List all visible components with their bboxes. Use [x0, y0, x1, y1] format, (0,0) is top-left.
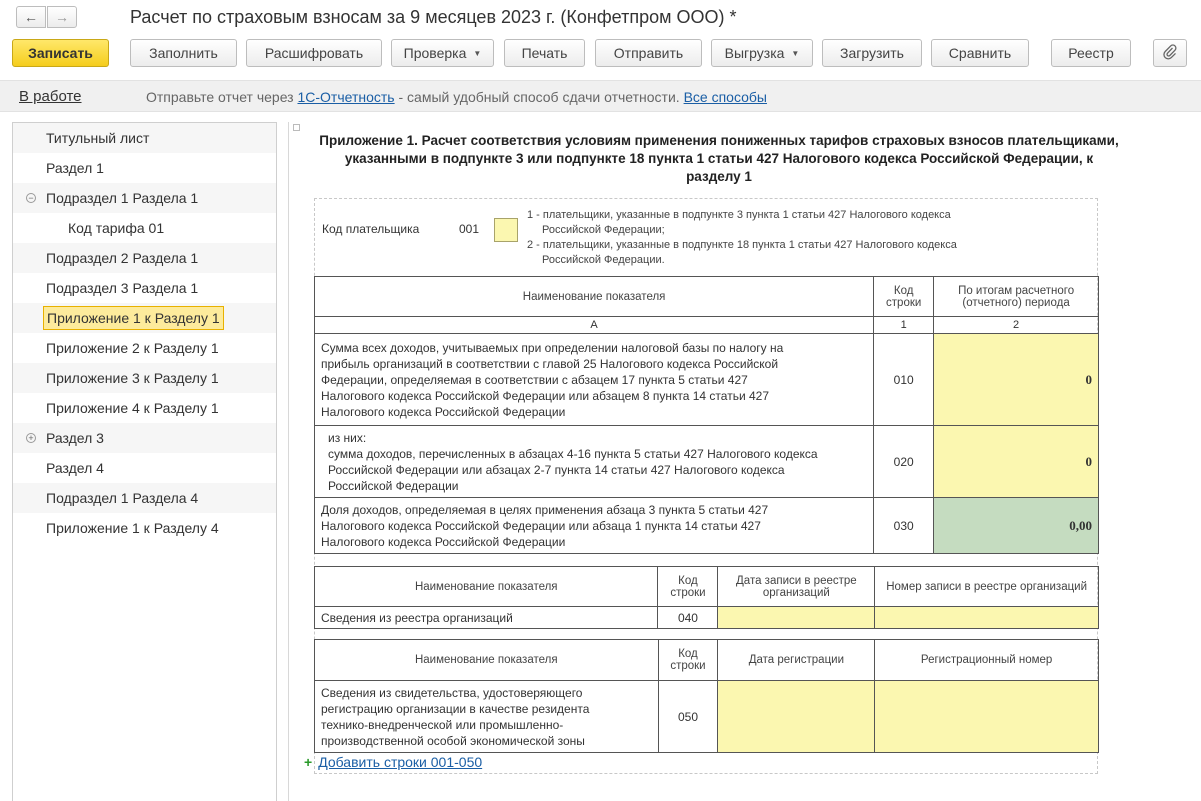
sidebar-item-label: Приложение 3 к Разделу 1 — [46, 370, 219, 386]
table-row — [315, 426, 1099, 498]
info-text-before: Отправьте отчет через — [146, 89, 298, 105]
row-010-name: Сумма всех доходов, учитываемых при определении налоговой базы по налогу на прибыль организаций в соответствии с главой 25 Налогового кодекса Российской Федерации, определяемая в соответствии с абзацем 17 пункта 5 статьи 427 Налогового кодекса Российской Федерации или абзацем 8 пункта 14 статьи 427 Налогового кодекса Российской Федерации — [315, 334, 874, 426]
sidebar-item-subsection-1-1[interactable] — [13, 183, 276, 213]
col-header-code: Код строки — [658, 567, 718, 607]
collapse-icon[interactable]: − — [26, 193, 36, 203]
table-row — [315, 681, 1099, 753]
toolbar — [0, 38, 1201, 70]
table-row — [315, 498, 1099, 554]
payer-line-code: 001 — [459, 222, 480, 236]
info-bar — [0, 80, 1201, 112]
col-header-date: Дата регистрации — [718, 640, 875, 681]
section-tree — [12, 122, 277, 801]
export-dropdown-button[interactable] — [711, 39, 813, 67]
row-010-code: 010 — [874, 334, 934, 426]
sidebar-item-label: Приложение 1 к Разделу 4 — [46, 520, 219, 536]
col-header-date: Дата записи в реестре организаций — [718, 567, 875, 607]
row-030-name: Доля доходов, определяемая в целях применения абзаца 3 пункта 5 статьи 427 Налогового кодекса Российской Федерации или абзаца 1 пункта 14 статьи 427 Налогового кодекса Российской Федерации — [315, 498, 874, 554]
payer-code-description — [527, 208, 1027, 268]
row-010-value[interactable]: 0 — [934, 334, 1099, 426]
col-header-name: Наименование показателя — [315, 640, 659, 681]
col-index-a: А — [315, 317, 874, 334]
sidebar-item-appendix-4-1[interactable] — [13, 393, 276, 423]
sidebar-item-label: Приложение 1 к Разделу 1 — [43, 306, 224, 330]
compare-button[interactable]: Сравнить — [931, 39, 1029, 67]
sidebar-item-appendix-1-4[interactable] — [13, 513, 276, 543]
registry-date-input[interactable] — [718, 607, 875, 629]
check-label: Проверка — [403, 45, 467, 61]
sidebar-item-label: Приложение 4 к Разделу 1 — [46, 400, 219, 416]
1c-reporting-link[interactable]: 1С-Отчетность — [297, 89, 395, 105]
income-table — [314, 276, 1099, 554]
load-button[interactable]: Загрузить — [822, 39, 922, 67]
report-form — [288, 122, 1201, 801]
registry-table — [314, 566, 1099, 629]
sidebar-item-appendix-2-1[interactable] — [13, 333, 276, 363]
fill-button[interactable]: Заполнить — [130, 39, 237, 67]
send-button[interactable]: Отправить — [595, 39, 702, 67]
back-button[interactable] — [16, 6, 46, 28]
add-rows-link[interactable]: Добавить строки 001-050 — [318, 754, 483, 770]
arrow-right-icon: → — [55, 9, 69, 25]
registry-number-input[interactable] — [875, 607, 1099, 629]
export-label: Выгрузка — [724, 45, 785, 61]
arrow-left-icon: ← — [24, 9, 38, 25]
row-050-name: Сведения из свидетельства, удостоверяющего регистрацию организации в качестве резидента технико-внедренческой или промышленно-производственной особой экономической зоны — [315, 681, 659, 753]
col-header-name: Наименование показателя — [315, 277, 874, 317]
sidebar-item-section-3[interactable] — [13, 423, 276, 453]
chevron-down-icon: ▼ — [473, 48, 482, 58]
payer-desc-2a: 2 - плательщики, указанные в подпункте 18 пункта 1 статьи 427 Налогового кодекса — [527, 239, 957, 251]
payer-code-input[interactable] — [494, 218, 518, 242]
row-020-name — [315, 426, 874, 498]
payer-code-label: Код плательщика — [322, 222, 420, 236]
page-title: Приложение 1. Расчет соответствия условиям применения пониженных тарифов страховых взносов плательщиками, указанными в подпункте 3 или подпункте 18 пункта 1 статьи 427 Налогового кодекса Российской Федерации, к разделу 1 — [319, 133, 1119, 184]
expand-icon[interactable]: + — [26, 433, 36, 443]
sidebar-item-label: Раздел 4 — [46, 460, 104, 476]
col-index-2: 2 — [934, 317, 1099, 334]
registry-button[interactable]: Реестр — [1051, 39, 1131, 67]
save-button[interactable]: Записать — [12, 39, 109, 67]
attach-button[interactable] — [1153, 39, 1187, 67]
chevron-down-icon: ▼ — [791, 48, 800, 58]
sidebar-item-subsection-2-1[interactable] — [13, 243, 276, 273]
table-row — [315, 607, 1099, 629]
row-040-name: Сведения из реестра организаций — [315, 607, 658, 629]
sidebar-item-label: Код тарифа 01 — [68, 220, 165, 236]
row-020-prefix: из них: — [328, 430, 367, 445]
row-030-value: 0,00 — [934, 498, 1099, 554]
row-020-code: 020 — [874, 426, 934, 498]
add-rows-control[interactable] — [304, 754, 482, 770]
sidebar-item-label: Титульный лист — [46, 130, 150, 146]
col-header-period: По итогам расчетного (отчетного) периода — [934, 277, 1099, 317]
row-020-value[interactable]: 0 — [934, 426, 1099, 498]
forward-button[interactable] — [47, 6, 77, 28]
sidebar-item-appendix-1-1[interactable] — [13, 303, 276, 333]
info-text — [146, 89, 767, 105]
sidebar-item-label: Раздел 1 — [46, 160, 104, 176]
certificate-table — [314, 639, 1099, 753]
all-methods-link[interactable]: Все способы — [683, 89, 767, 105]
status-link[interactable]: В работе — [19, 88, 82, 105]
payer-desc-1a: 1 - плательщики, указанные в подпункте 3 пункта 1 статьи 427 Налогового кодекса — [527, 209, 951, 221]
payer-desc-1b: Российской Федерации; — [542, 224, 665, 236]
table-row — [315, 334, 1099, 426]
paperclip-icon — [1163, 44, 1177, 63]
sidebar-item-subsection-3-1[interactable] — [13, 273, 276, 303]
sidebar-item-label: Раздел 3 — [46, 430, 104, 446]
sidebar-item-label: Подраздел 2 Раздела 1 — [46, 250, 199, 266]
row-020-text: сумма доходов, перечисленных в абзацах 4-16 пункта 5 статьи 427 Налогового кодекса Российской Федерации или абзацах 2-7 пункта 14 статьи 427 Налогового кодекса Российской Федерации — [328, 446, 818, 493]
sidebar-item-label: Подраздел 1 Раздела 1 — [46, 190, 199, 206]
col-header-number: Номер записи в реестре организаций — [875, 567, 1099, 607]
sidebar-item-label: Приложение 2 к Разделу 1 — [46, 340, 219, 356]
col-header-code: Код строки — [658, 640, 718, 681]
sidebar-item-appendix-3-1[interactable] — [13, 363, 276, 393]
plus-icon[interactable]: + — [304, 754, 313, 770]
sidebar-item-section-1[interactable] — [13, 153, 276, 183]
col-header-number: Регистрационный номер — [875, 640, 1099, 681]
payer-desc-2b: Российской Федерации. — [542, 254, 665, 266]
col-index-1: 1 — [874, 317, 934, 334]
row-040-code: 040 — [658, 607, 718, 629]
decode-button[interactable]: Расшифровать — [246, 39, 382, 67]
sidebar-item-title-page[interactable] — [13, 123, 276, 153]
registration-date-input[interactable] — [718, 681, 875, 753]
info-text-after: - самый удобный способ сдачи отчетности. — [394, 89, 684, 105]
col-header-code: Код строки — [874, 277, 934, 317]
sidebar-item-section-4[interactable] — [13, 453, 276, 483]
sidebar-item-label: Подраздел 1 Раздела 4 — [46, 490, 199, 506]
sidebar-item-tariff-code-01[interactable] — [13, 213, 276, 243]
row-050-code: 050 — [658, 681, 718, 753]
corner-marker — [293, 124, 300, 131]
col-header-name: Наименование показателя — [315, 567, 658, 607]
row-030-code: 030 — [874, 498, 934, 554]
check-dropdown-button[interactable] — [391, 39, 494, 67]
sidebar-item-subsection-1-4[interactable] — [13, 483, 276, 513]
registration-number-input[interactable] — [875, 681, 1099, 753]
sidebar-item-label: Подраздел 3 Раздела 1 — [46, 280, 199, 296]
window-title: Расчет по страховым взносам за 9 месяцев 2023 г. (Конфетпром ООО) * — [130, 7, 737, 27]
title-bar — [0, 0, 1201, 36]
print-button[interactable]: Печать — [504, 39, 585, 67]
